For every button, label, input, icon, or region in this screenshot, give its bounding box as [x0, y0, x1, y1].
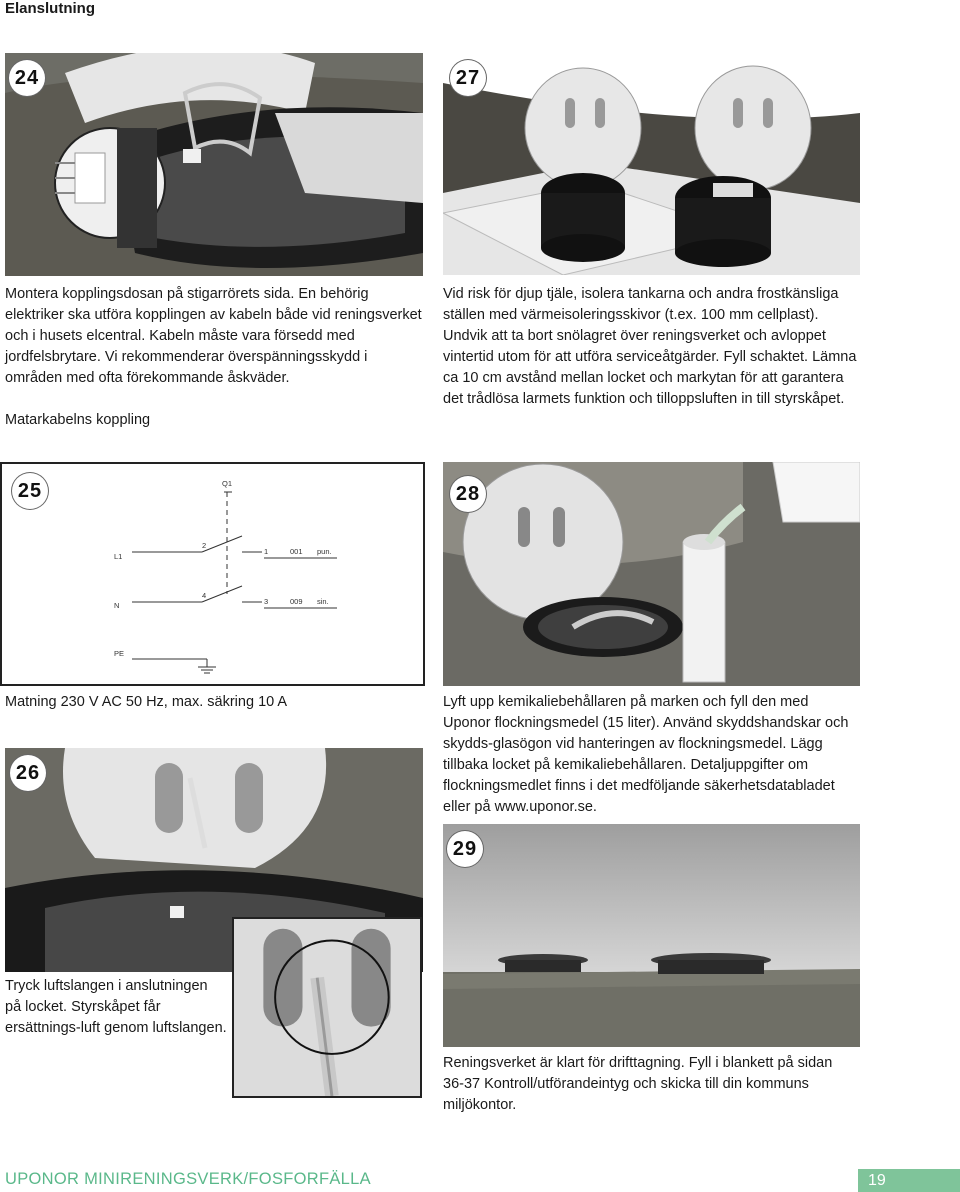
step-number-26: 26 [10, 755, 46, 791]
step-24-subheading: Matarkabelns koppling [5, 412, 151, 428]
step-number-24: 24 [9, 60, 45, 96]
diagram-terminal-1: 1 [264, 547, 269, 556]
photo-step-29 [443, 824, 860, 1047]
step-27-text: Vid risk för djup tjäle, isolera tankarna och andra frostkänsliga ställen med värmeisoleringsskivor (t.ex. 100 mm cellplast). Undvik att ta bort snölagret över reningsverket och avloppet vintertid utom för att utföra serviceåtgärder. Fyll schaktet. Lämna ca 10 cm avstånd mellan locket och markytan för att garantera det trådlösa larmets funktion och tilloppsluften in till styrskåpet. [443, 286, 857, 407]
diagram-label-pe: PE [114, 649, 125, 658]
diagram-terminal-4: 4 [202, 591, 207, 600]
section-title: Elanslutning [5, 0, 95, 17]
diagram-wire-001: 001 [290, 547, 303, 556]
step-29-text: Reningsverket är klart för drifttagning. Fyll i blankett på sidan 36-37 Kontroll/utförandeintyg och skicka till din kommuns miljökontor. [443, 1055, 833, 1113]
step-25-text: Matning 230 V AC 50 Hz, max. säkring 10 A [5, 694, 288, 710]
wiring-diagram [0, 462, 425, 686]
step-number-28: 28 [450, 476, 486, 512]
diagram-label-l1: L1 [114, 552, 123, 561]
footer-title: UPONOR MINIRENINGSVERK/FOSFORFÄLLA [5, 1170, 371, 1188]
diagram-color-pun: pun. [317, 547, 332, 556]
step-number-29: 29 [447, 831, 483, 867]
photo-step-24 [5, 53, 423, 276]
page-number: 19 [858, 1169, 960, 1192]
photo-step-27 [443, 53, 860, 275]
step-28-text: Lyft upp kemikaliebehållaren på marken och fyll den med Uponor flockningsmedel (15 liter). Använd skyddshandskar och skydds-glasögon vid hanteringen av flockningsmedel. Lägg tillbaka locket på kemikaliebehållaren. Detaljuppgifter om flockningsmedlet finns i det medföljande säkerhetsdatabladet eller på www.uponor.se. [443, 694, 849, 815]
photo-step-28 [443, 462, 860, 686]
step-number-25: 25 [12, 473, 48, 509]
diagram-label-q1: Q1 [222, 479, 233, 488]
diagram-terminal-2: 2 [202, 541, 207, 550]
diagram-color-sin: sin. [317, 597, 329, 606]
diagram-terminal-3: 3 [264, 597, 269, 606]
photo-step-26-detail [232, 917, 422, 1098]
diagram-wire-009: 009 [290, 597, 303, 606]
step-number-27: 27 [450, 60, 486, 96]
step-24-text: Montera kopplingsdosan på stigarrörets sida. En behörig elektriker ska utföra kopplingen av kabeln både vid reningsverket och i husets elcentral. Kabeln måste vara försedd med jordfelsbrytare. Vi rekommenderar överspänningsskydd i områden med ofta förekommande åskväder. [5, 286, 422, 386]
step-26-text: Tryck luftslangen i anslutningen på locket. Styrskåpet får ersättnings-luft genom luftslangen. [5, 978, 227, 1036]
diagram-label-n: N [114, 601, 120, 610]
